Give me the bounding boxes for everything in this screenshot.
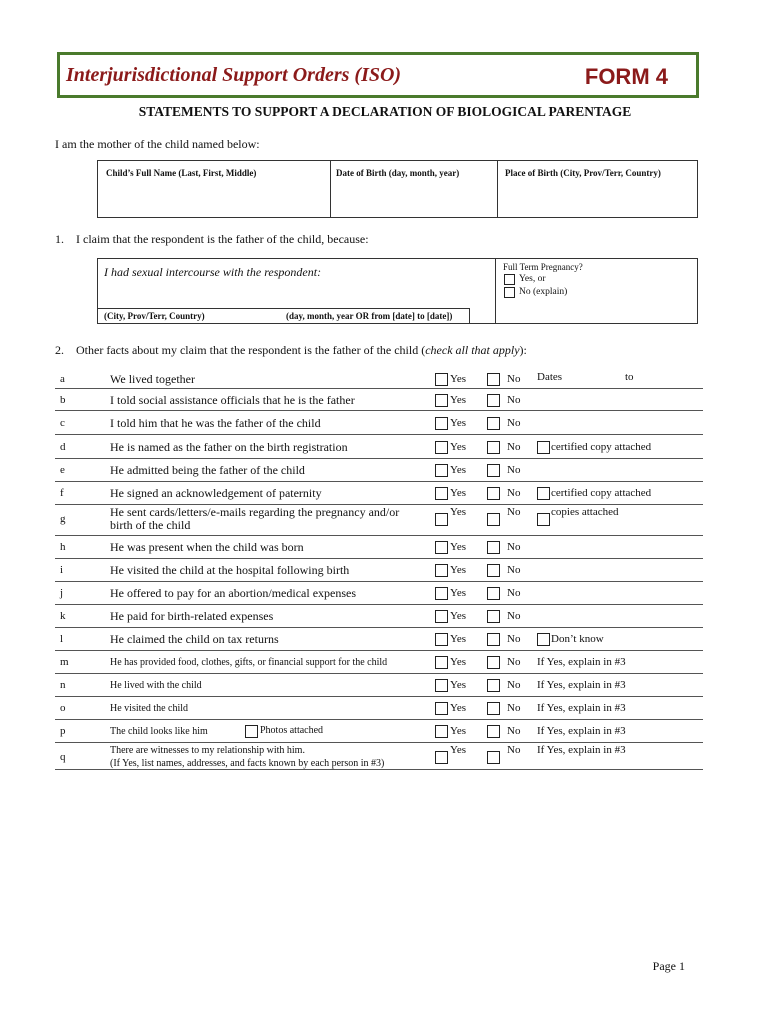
yes-label: Yes — [450, 372, 467, 385]
fact-letter: i — [60, 564, 64, 576]
fact-label — [110, 464, 305, 477]
yes-checkbox[interactable] — [435, 441, 448, 454]
fact-letter: l — [60, 633, 64, 645]
yes-label: Yes — [450, 610, 467, 622]
no-label: No — [507, 679, 521, 691]
no-label: No — [507, 610, 521, 622]
photos-attached-checkbox[interactable] — [245, 725, 258, 738]
explain-note: If Yes, explain in #3 — [537, 679, 626, 691]
explain-note: If Yes, explain in #3 — [537, 725, 626, 737]
pregnancy-yes-checkbox[interactable] — [504, 274, 515, 285]
fact-label — [110, 373, 195, 386]
form-subtitle: STATEMENTS TO SUPPORT A DECLARATION OF BIOLOGICAL PARENTAGE — [138, 104, 632, 119]
fact-row — [55, 558, 703, 582]
fact-letter: n — [60, 679, 66, 691]
fact-label — [110, 744, 384, 770]
yes-label: Yes — [450, 679, 467, 691]
no-checkbox[interactable] — [487, 751, 500, 764]
no-checkbox[interactable] — [487, 541, 500, 554]
photos-attached-label: Photos attached — [260, 725, 324, 736]
no-checkbox[interactable] — [487, 656, 500, 669]
fact-label-line: We lived together — [110, 371, 196, 386]
no-label: No — [507, 656, 521, 668]
yes-label: Yes — [450, 656, 467, 668]
pregnancy-label: Full Term Pregnancy? — [503, 262, 583, 272]
fact-row — [55, 388, 703, 411]
explain-note: If Yes, explain in #3 — [537, 656, 626, 668]
no-checkbox[interactable] — [487, 417, 500, 430]
fact-row — [55, 742, 703, 770]
fact-label-line: He visited the child at the hospital following birth — [110, 563, 350, 577]
attachment-checkbox[interactable] — [537, 441, 550, 454]
table-divider — [330, 161, 331, 217]
child-info-table — [97, 160, 698, 218]
no-checkbox[interactable] — [487, 702, 500, 715]
no-checkbox[interactable] — [487, 725, 500, 738]
fact-label-line: He lived with the child — [110, 680, 202, 691]
attachment-checkbox[interactable] — [537, 633, 550, 646]
fact-letter: f — [60, 487, 64, 499]
fact-letter: m — [60, 656, 69, 668]
no-label: No — [507, 633, 521, 645]
no-label: No — [507, 702, 521, 714]
yes-checkbox[interactable] — [435, 656, 448, 669]
fact-letter: b — [60, 393, 66, 406]
fact-row — [55, 673, 703, 697]
intercourse-box — [97, 258, 698, 324]
fact-row — [55, 719, 703, 743]
no-checkbox[interactable] — [487, 587, 500, 600]
dates-to-label: to — [625, 370, 634, 383]
section1-text: I claim that the respondent is the father of the child, because: — [76, 232, 369, 246]
fact-label — [110, 679, 202, 692]
no-checkbox[interactable] — [487, 564, 500, 577]
section2-text — [76, 343, 527, 358]
fact-label-line: I told social assistance officials that he is the father — [110, 392, 355, 407]
explain-note: If Yes, explain in #3 — [537, 744, 626, 756]
no-label: No — [507, 564, 521, 576]
child-name-header: Child’s Full Name (Last, First, Middle) — [106, 168, 257, 178]
date-label: (day, month, year OR from [date] to [date]) — [286, 311, 453, 321]
no-checkbox[interactable] — [487, 373, 500, 386]
attachment-label: certified copy attached — [551, 440, 652, 453]
form-number: FORM 4 — [584, 64, 668, 89]
fact-label-line: He sent cards/letters/e-mails regarding the pregnancy and/or — [110, 505, 400, 519]
attachment-checkbox[interactable] — [537, 513, 550, 526]
no-checkbox[interactable] — [487, 513, 500, 526]
fact-letter: d — [60, 440, 66, 453]
no-checkbox[interactable] — [487, 610, 500, 623]
yes-label: Yes — [450, 464, 467, 476]
yes-label: Yes — [450, 417, 467, 429]
section1-number: 1. — [55, 232, 64, 246]
no-label: No — [507, 393, 521, 406]
fact-label-line: He signed an acknowledgement of paternity — [110, 486, 322, 500]
fact-label — [110, 725, 208, 738]
table-divider — [497, 161, 498, 217]
no-checkbox[interactable] — [487, 487, 500, 500]
fact-row — [55, 604, 703, 628]
fact-label-line: There are witnesses to my relationship with him. — [110, 745, 305, 756]
no-checkbox[interactable] — [487, 633, 500, 646]
fact-letter: o — [60, 702, 66, 714]
fact-row — [55, 504, 703, 536]
box-divider — [495, 259, 496, 323]
yes-checkbox[interactable] — [435, 541, 448, 554]
no-label: No — [507, 744, 521, 756]
section2-number: 2. — [55, 343, 64, 357]
yes-label: Yes — [450, 487, 467, 499]
no-label: No — [507, 372, 521, 385]
no-checkbox[interactable] — [487, 464, 500, 477]
yes-checkbox[interactable] — [435, 513, 448, 526]
fact-label-line: He has provided food, clothes, gifts, or financial support for the child — [110, 657, 388, 668]
yes-checkbox[interactable] — [435, 487, 448, 500]
dob-header: Date of Birth (day, month, year) — [336, 168, 460, 178]
yes-label: Yes — [450, 633, 467, 645]
no-label: No — [507, 487, 521, 499]
yes-checkbox[interactable] — [435, 564, 448, 577]
fact-letter: j — [60, 587, 64, 599]
yes-label: Yes — [450, 541, 467, 553]
yes-checkbox[interactable] — [435, 633, 448, 646]
attachment-label: copies attached — [551, 506, 619, 518]
fact-label — [110, 702, 188, 715]
pregnancy-yes-label: Yes, or — [519, 274, 546, 284]
no-label: No — [507, 506, 521, 518]
birthplace-field[interactable] — [499, 181, 695, 215]
birthplace-header: Place of Birth (City, Prov/Terr, Country) — [505, 168, 661, 178]
fact-label — [110, 541, 304, 554]
fact-row — [55, 535, 703, 559]
yes-label: Yes — [450, 506, 467, 518]
no-checkbox[interactable] — [487, 394, 500, 407]
fact-label-line2: (If Yes, list names, addresses, and facts known by each person in #3) — [110, 758, 385, 769]
yes-label: Yes — [450, 440, 467, 453]
section2-text-italic: check all that apply — [425, 343, 520, 357]
fact-label — [110, 656, 387, 669]
no-label: No — [507, 417, 521, 429]
yes-checkbox[interactable] — [435, 417, 448, 430]
fact-letter: a — [60, 372, 65, 385]
fact-row — [55, 627, 703, 651]
no-checkbox[interactable] — [487, 441, 500, 454]
no-label: No — [507, 725, 521, 737]
dates-label: Dates — [537, 370, 563, 383]
fact-label-line: I told him that he was the father of the child — [110, 416, 321, 430]
form-title: Interjurisdictional Support Orders (ISO) — [66, 64, 402, 86]
pregnancy-no-label: No (explain) — [519, 287, 568, 297]
yes-label: Yes — [450, 744, 467, 756]
fact-row — [55, 650, 703, 674]
fact-label-line: He admitted being the father of the child — [110, 463, 305, 477]
pregnancy-no-checkbox[interactable] — [504, 287, 515, 298]
yes-label: Yes — [450, 587, 467, 599]
no-checkbox[interactable] — [487, 679, 500, 692]
yes-checkbox[interactable] — [435, 751, 448, 764]
fact-label-line: He was present when the child was born — [110, 540, 304, 554]
fact-label-line: He claimed the child on tax returns — [110, 632, 279, 646]
fact-row — [55, 411, 703, 435]
fact-label-line: The child looks like him — [110, 726, 208, 737]
yes-checkbox[interactable] — [435, 702, 448, 715]
fact-letter: h — [60, 541, 66, 553]
fact-label — [110, 633, 279, 646]
fact-row — [55, 368, 703, 389]
fact-row — [55, 434, 703, 459]
yes-checkbox[interactable] — [435, 610, 448, 623]
dob-field[interactable] — [332, 181, 495, 215]
section2-text-part: ): — [519, 343, 527, 357]
no-label: No — [507, 587, 521, 599]
child-name-field[interactable] — [100, 181, 328, 215]
fact-letter: q — [60, 751, 66, 763]
no-label: No — [507, 541, 521, 553]
yes-label: Yes — [450, 564, 467, 576]
fact-label — [110, 441, 348, 454]
no-label: No — [507, 440, 521, 453]
yes-label: Yes — [450, 702, 467, 714]
fact-label-line: He paid for birth-related expenses — [110, 609, 274, 623]
fact-letter: p — [60, 725, 66, 737]
fact-label-line: He visited the child — [110, 703, 189, 714]
attachment-checkbox[interactable] — [537, 487, 550, 500]
fact-label — [110, 506, 399, 532]
intercourse-label: I had sexual intercourse with the respondent: — [104, 265, 322, 279]
yes-checkbox[interactable] — [435, 373, 448, 386]
fact-label-line: He offered to pay for an abortion/medical expenses — [110, 586, 357, 600]
attachment-label: certified copy attached — [551, 487, 652, 499]
page-number: Page 1 — [652, 959, 685, 973]
fact-label — [110, 394, 355, 407]
yes-checkbox[interactable] — [435, 587, 448, 600]
fact-label-line2: birth of the child — [110, 518, 191, 532]
fact-row — [55, 481, 703, 505]
fact-label — [110, 417, 321, 430]
fact-letter: k — [60, 610, 66, 622]
yes-checkbox[interactable] — [435, 725, 448, 738]
yes-checkbox[interactable] — [435, 679, 448, 692]
fact-label — [110, 487, 322, 500]
location-label: (City, Prov/Terr, Country) — [104, 311, 205, 321]
no-label: No — [507, 464, 521, 476]
fact-label — [110, 610, 273, 623]
fact-label-line: He is named as the father on the birth registration — [110, 439, 348, 454]
section2-text-part: Other facts about my claim that the respondent is the father of the child ( — [76, 343, 426, 357]
fact-letter: e — [60, 464, 65, 476]
yes-checkbox[interactable] — [435, 464, 448, 477]
yes-checkbox[interactable] — [435, 394, 448, 407]
fact-row — [55, 458, 703, 482]
yes-label: Yes — [450, 725, 467, 737]
fact-label — [110, 587, 356, 600]
yes-label: Yes — [450, 393, 467, 406]
fact-label — [110, 564, 349, 577]
attachment-label: Don’t know — [551, 633, 604, 645]
fact-letter: c — [60, 417, 65, 429]
fact-row — [55, 581, 703, 605]
fact-row — [55, 696, 703, 720]
fact-letter: g — [60, 513, 66, 525]
explain-note: If Yes, explain in #3 — [537, 702, 626, 714]
intro-text: I am the mother of the child named below: — [55, 137, 260, 151]
